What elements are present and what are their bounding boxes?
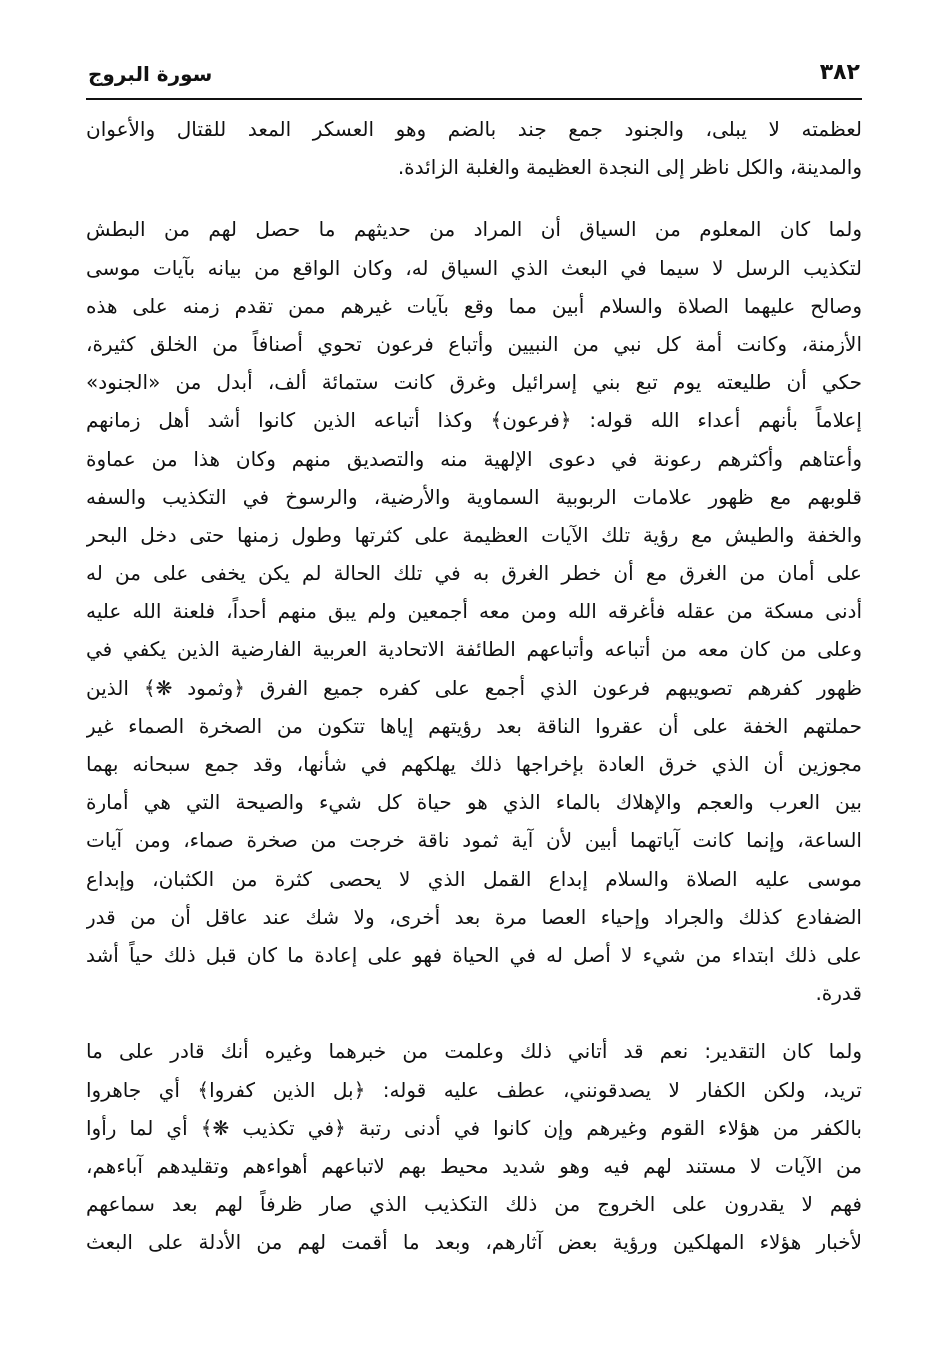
text-line: ولما كان التقدير: نعم قد أتاني ذلك وعلمت من خبرهما وغيره أنك قادر على ما xyxy=(86,1039,862,1064)
text-line: قلوبهم مع ظهور علامات الربوبية السماوية والأرضية، والرسوخ في التكذيب والسفه xyxy=(86,484,862,509)
text-line: بين العرب والعجم والإهلاك بالماء الذي هو حياة كل شيء والصيحة التي هي أمارة xyxy=(86,790,862,815)
text-line: الضفادع كذلك والجراد وإحياء العصا مرة بعد أخرى، ولا شك عند عاقل أن من قدر xyxy=(86,904,862,929)
text-line: وأعتاهم وأكثرهم رعونة في دعوى الإلهية منه والتصديق منهم وكان هذا من عماوة xyxy=(86,446,862,471)
text-line: الأزمنة، وكانت أمة كل نبي من النبيين وأتباع فرعون تحوي أصنافاً من الخلق كثيرة، xyxy=(86,331,862,356)
text-line: حملتهم الخفة على أن عقروا الناقة بعد رؤيتهم إياها تتكون من الصخرة الصماء غير xyxy=(86,713,862,738)
text-line: تريد، ولكن الكفار لا يصدقونني، عطف عليه قوله: ﴿بل الذين كفروا﴾ أي جاهروا xyxy=(86,1077,862,1102)
running-header xyxy=(86,58,862,100)
text-line: لعظمته لا يبلى، والجنود جمع جند بالضم وهو العسكر المعد للقتال والأعوان xyxy=(86,117,862,141)
text-line: الساعة، وإنما كانت آياتهما أبين لأن آية ثمود ناقة خرجت من صخرة صماء، ومن آيات xyxy=(86,828,862,853)
text-line: لتكذيب الرسل لا سيما في البعث الذي السياق له، وكان الواقع من بيانه بآيات موسى xyxy=(86,255,862,280)
text-line: والخفة والطيش مع رؤية تلك الآيات العظيمة على كثرتها وطول زمنها حتى دخل البحر xyxy=(86,522,862,547)
text-line: موسى عليه الصلاة والسلام إبداع القمل الذي لا يحصى كثرة من الكثبان، وإبداع xyxy=(86,866,862,891)
text-line: والمدينة، والكل ناظر إلى النجدة العظيمة والغلبة الزائدة. xyxy=(397,155,862,180)
paragraph-gap xyxy=(86,1012,862,1032)
paragraph-gap xyxy=(86,186,862,210)
text-line: على ذلك ابتداء من شيء لا أصل له في الحياة فهو على إعادة ما كان قبل ذلك حياً أشد xyxy=(86,942,862,967)
text-line: فهم لا يقدرون على الخروج من ذلك التكذيب الذي صار ظرفاً لهم بعد سماعهم xyxy=(86,1192,862,1217)
paragraph-2 xyxy=(86,210,862,1012)
text-line: مجوزين أن الذي خرق العادة بإخراجها ذلك يهلكهم في شأنها، وقد جمع سبحانه بهما xyxy=(86,752,862,776)
text-line: إعلاماً بأنهم أعداء الله قوله: ﴿فرعون﴾ وكذا أتباعه الذين كانوا أشد أهل زمانهم xyxy=(86,408,862,433)
paragraph-1 xyxy=(86,110,862,186)
text-line: بالكفر من هؤلاء القوم وغيرهم وإن كانوا في أدنى رتبة ﴿في تكذيب ❋﴾ أي لما رأوا xyxy=(86,1115,862,1140)
paragraph-3 xyxy=(86,1032,862,1261)
text-line: ولما كان المعلوم من السياق أن المراد من حديثهم ما حصل لهم من البطش xyxy=(86,217,862,242)
text-line: أدنى مسكة من عقله فأغرقه الله ومن معه أجمعين ولم يبق منهم أحداً، فلعنة الله عليه xyxy=(86,599,862,624)
page-number: ٣٨٢ xyxy=(819,60,860,85)
text-line: ظهور كفرهم تصويبهم فرعون الذي أجمع على كفره جميع الفرق ﴿وثمود ❋﴾ الذين xyxy=(86,675,862,700)
text-line: حكي أن طليعته يوم تبع بني إسرائيل وغرق كانت ستمائة ألف، أبدل من «الجنود» xyxy=(86,370,862,395)
text-line: على أمان من الغرق مع أن خطر الغرق به في تلك الحالة لم يكن يخفى على من له xyxy=(86,561,862,586)
text-line: لأخبار هؤلاء المهلكين ورؤية بعض آثارهم، وبعد ما أقمت لهم من الأدلة على البعث xyxy=(86,1230,862,1255)
text-line: وصالح عليهما الصلاة والسلام أبين مما وقع بآيات غيرهم ممن تقدم زمنه على هذه xyxy=(86,293,862,318)
text-line: قدرة. xyxy=(815,981,862,1006)
text-line: من الآيات لا مستند لهم فيه وهو شديد محيط بهم لاتباعهم أهواءهم وتقليدهم آباءهم، xyxy=(86,1153,862,1178)
surah-title: سورة البروج xyxy=(88,62,213,86)
text-line: وعلى من كان معه من أتباعه وأتباعهم الطائفة الاتحادية العربية الفارضية الذين يكفي في xyxy=(86,637,862,662)
page-body xyxy=(86,110,862,1261)
